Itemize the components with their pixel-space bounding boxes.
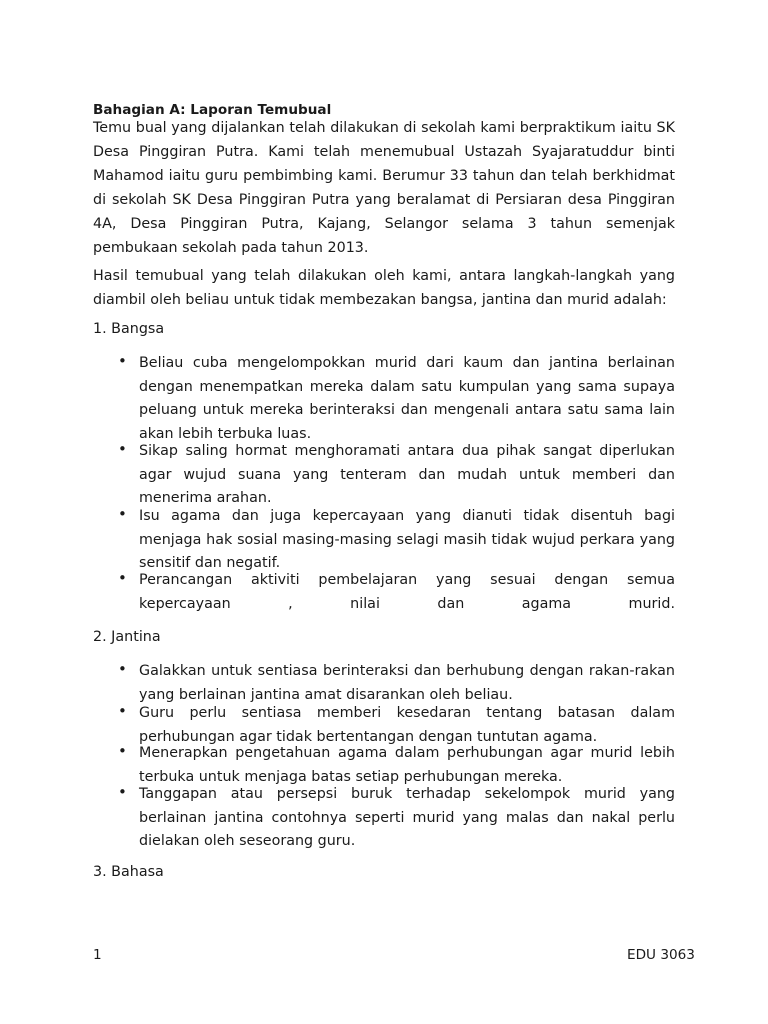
bullet-icon: • bbox=[118, 505, 127, 523]
section-title-jantina: 2. Jantina bbox=[93, 629, 161, 645]
list-item bbox=[118, 352, 675, 446]
intro-paragraph: Temu bual yang dijalankan telah dilakukan di sekolah kami berpraktikum iaitu SK Desa Pinggiran Putra. Kami telah menemubual Ustazah Syajaratuddur binti Mahamod iaitu guru pembimbing kami. Berumur 33 tahun dan telah berkhidmat di sekolah SK Desa Pinggiran Putra yang beralamat di Persiaran desa Pinggiran 4A, Desa Pinggiran Putra, Kajang, Selangor selama 3 tahun semenjak pembukaan sekolah pada tahun 2013. bbox=[93, 120, 675, 256]
bullet-icon: • bbox=[118, 702, 127, 720]
bullet-icon: • bbox=[118, 352, 127, 370]
list-item-text: Galakkan untuk sentiasa berinteraksi dan berhubung dengan rakan-rakan yang berlainan jantina amat disarankan oleh beliau. bbox=[139, 663, 675, 703]
list-item-text: Sikap saling hormat menghoramati antara dua pihak sangat diperlukan agar wujud suana yang tenteram dan mudah untuk memberi dan menerima arahan. bbox=[139, 443, 675, 506]
bullet-icon: • bbox=[118, 440, 127, 458]
list-item bbox=[118, 440, 675, 511]
course-code: EDU 3063 bbox=[627, 947, 695, 963]
bullet-icon: • bbox=[118, 742, 127, 760]
bullet-icon: • bbox=[118, 569, 127, 587]
list-item-text: Menerapkan pengetahuan agama dalam perhubungan agar murid lebih terbuka untuk menjaga batas setiap perhubungan mereka. bbox=[139, 745, 675, 785]
list-item bbox=[118, 505, 675, 576]
list-item bbox=[118, 783, 675, 854]
list-item-text: Tanggapan atau persepsi buruk terhadap sekelompok murid yang berlainan jantina contohnya seperti murid yang malas dan nakal perlu dielakan oleh seseorang guru. bbox=[139, 786, 675, 849]
section-heading: Bahagian A: Laporan Temubual bbox=[93, 102, 332, 118]
list-item bbox=[118, 660, 675, 707]
bullet-icon: • bbox=[118, 783, 127, 801]
section-title-bangsa: 1. Bangsa bbox=[93, 321, 165, 337]
list-item-text: Perancangan aktiviti pembelajaran yang sesuai dengan semua kepercayaan , nilai dan agama murid. bbox=[139, 572, 675, 612]
result-paragraph: Hasil temubual yang telah dilakukan oleh kami, antara langkah-langkah yang diambil oleh beliau untuk tidak membezakan bangsa, jantina dan murid adalah: bbox=[93, 268, 675, 308]
page-number: 1 bbox=[93, 947, 102, 963]
list-item bbox=[118, 569, 675, 616]
bullet-icon: • bbox=[118, 660, 127, 678]
section-title-bahasa: 3. Bahasa bbox=[93, 864, 164, 880]
list-item bbox=[118, 742, 675, 789]
list-item-text: Isu agama dan juga kepercayaan yang dianuti tidak disentuh bagi menjaga hak sosial masing-masing selagi masih tidak wujud perkara yang sensitif dan negatif. bbox=[139, 508, 675, 571]
list-item-text: Beliau cuba mengelompokkan murid dari kaum dan jantina berlainan dengan menempatkan mereka dalam satu kumpulan yang sama supaya peluang untuk mereka berinteraksi dan mengenali antara satu sama lain akan lebih terbuka luas. bbox=[139, 355, 675, 442]
list-item-text: Guru perlu sentiasa memberi kesedaran tentang batasan dalam perhubungan agar tidak bertentangan dengan tuntutan agama. bbox=[139, 705, 675, 745]
